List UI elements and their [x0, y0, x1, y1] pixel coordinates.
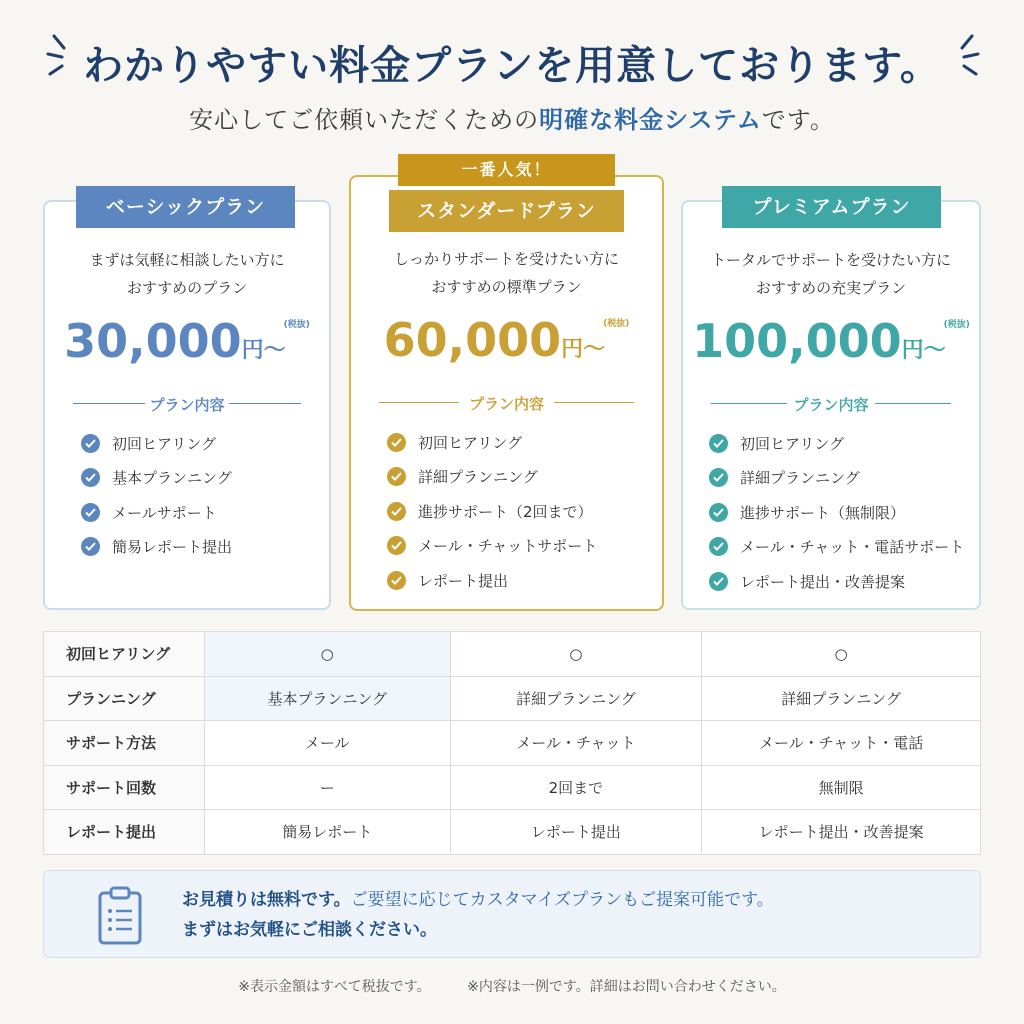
table-row [44, 721, 981, 766]
table-row [44, 632, 981, 677]
feature-text: 進捗サポート（2回まで） [418, 502, 593, 521]
feature-item [709, 564, 964, 599]
feature-item [387, 563, 597, 598]
table-cell: 簡易レポート [204, 810, 450, 855]
table-cell: 基本プランニング [204, 676, 450, 721]
plan-price [45, 314, 329, 368]
row-header: サポート回数 [44, 765, 205, 810]
feature-text: 進捗サポート（無制限） [740, 503, 906, 522]
plan-contents-heading-text: プラン内容 [793, 396, 869, 414]
plan-description-line: おすすめの充実プラン [755, 279, 907, 297]
plan-description [351, 245, 662, 301]
table-cell: ○ [702, 632, 981, 677]
row-header: 初回ヒアリング [44, 632, 205, 677]
page-header [0, 0, 1024, 140]
page-subtitle [0, 100, 1024, 135]
check-icon [709, 572, 728, 591]
check-icon [387, 536, 406, 555]
plan-price [683, 314, 979, 368]
price-unit: 円〜 [561, 337, 606, 362]
check-icon [81, 503, 100, 522]
plan-contents-heading [711, 394, 951, 414]
plan-contents-heading [73, 394, 301, 414]
table-cell: メール [204, 721, 450, 766]
feature-text: 初回ヒアリング [740, 434, 845, 453]
table-row [44, 810, 981, 855]
plan-description-line: まずは気軽に相談したい方に [89, 251, 285, 269]
feature-item [709, 461, 964, 496]
feature-text: レポート提出 [418, 571, 509, 590]
table-cell: ー [204, 765, 450, 810]
plan-contents-heading [379, 393, 634, 413]
basic-plan-label: ベーシックプラン [76, 186, 295, 228]
price-unit: 円〜 [901, 338, 946, 363]
table-cell: 2回まで [450, 765, 702, 810]
check-icon [81, 434, 100, 453]
note-line [182, 885, 774, 915]
feature-item [81, 461, 232, 496]
check-icon [387, 502, 406, 521]
check-icon [709, 434, 728, 453]
price-tax-note: (税抜) [603, 319, 630, 329]
table-cell: レポート提出 [450, 810, 702, 855]
row-header: サポート方法 [44, 721, 205, 766]
table-cell: レポート提出・改善提案 [702, 810, 981, 855]
feature-item [709, 426, 964, 461]
feature-text: メール・チャットサポート [418, 537, 598, 556]
check-icon [709, 503, 728, 522]
feature-text: レポート提出・改善提案 [740, 572, 906, 591]
standard-plan-label: スタンダードプラン [389, 190, 624, 232]
row-header: プランニング [44, 676, 205, 721]
note-rest-text: ご要望に応じてカスタマイズプランもご提案可能です。 [350, 890, 774, 910]
feature-list [81, 426, 232, 564]
subtitle-prefix: 安心してご依頼いただくための [189, 106, 540, 134]
plan-contents-heading-text: プラン内容 [468, 395, 544, 413]
check-icon [387, 571, 406, 590]
feature-text: 初回ヒアリング [112, 434, 217, 453]
feature-item [387, 425, 597, 460]
table-cell: ○ [450, 632, 702, 677]
feature-item [387, 529, 597, 564]
row-header: レポート提出 [44, 810, 205, 855]
table-cell: メール・チャット [450, 721, 702, 766]
clipboard-icon [96, 885, 144, 945]
check-icon [81, 468, 100, 487]
plan-description [45, 246, 329, 302]
check-icon [387, 467, 406, 486]
feature-list [709, 426, 964, 599]
feature-item [709, 530, 964, 565]
table-row [44, 765, 981, 810]
price-unit: 円〜 [241, 338, 286, 363]
table-cell: 詳細プランニング [450, 676, 702, 721]
price-amount: 60,000 [383, 313, 562, 367]
feature-text: 基本プランニング [112, 469, 232, 488]
plan-description-line: トータルでサポートを受けたい方に [710, 251, 951, 269]
feature-text: 初回ヒアリング [418, 433, 523, 452]
plan-description-line: しっかりサポートを受けたい方に [393, 250, 619, 268]
table-cell: ○ [204, 632, 450, 677]
subtitle-suffix: です。 [761, 106, 835, 134]
page-title: わかりやすい料金プランを用意しております。 [83, 42, 941, 89]
feature-item [387, 494, 597, 529]
note-line: まずはお気軽にご相談ください。 [182, 920, 437, 940]
feature-text: 簡易レポート提出 [112, 538, 233, 557]
footer-note-tax: ※表示金額はすべて税抜です。 [238, 979, 431, 995]
premium-plan-label: プレミアムプラン [722, 186, 941, 228]
plan-contents-heading-text: プラン内容 [149, 396, 225, 414]
note-text [182, 885, 774, 945]
price-tax-note: (税抜) [283, 320, 310, 330]
feature-list [387, 425, 597, 598]
plan-comparison-table [43, 631, 981, 855]
table-cell: 無制限 [702, 765, 981, 810]
note-strong-text: お見積りは無料です。 [182, 890, 351, 910]
plan-description-line: おすすめのプラン [126, 279, 248, 297]
price-tax-note: (税抜) [943, 320, 970, 330]
plan-price [351, 313, 662, 367]
feature-item [709, 495, 964, 530]
footer-notes [0, 976, 1024, 996]
feature-text: 詳細プランニング [418, 468, 538, 487]
popular-badge: 一番人気！ [398, 154, 615, 186]
subtitle-emphasis: 明確な料金システム [539, 106, 762, 134]
premium-plan-card[interactable] [681, 200, 981, 610]
check-icon [709, 468, 728, 487]
table-cell: 詳細プランニング [702, 676, 981, 721]
feature-item [81, 530, 232, 565]
basic-plan-card[interactable] [43, 200, 331, 610]
feature-item [81, 495, 232, 530]
plan-description [683, 246, 979, 302]
table-row [44, 676, 981, 721]
standard-plan-card[interactable] [349, 175, 664, 611]
price-amount: 30,000 [64, 314, 242, 368]
plan-description-line: おすすめの標準プラン [431, 278, 582, 296]
check-icon [709, 537, 728, 556]
feature-text: メールサポート [112, 503, 217, 522]
sparkle-right-icon [942, 30, 982, 80]
price-amount: 100,000 [692, 314, 902, 368]
table-cell: メール・チャット・電話 [702, 721, 981, 766]
check-icon [81, 537, 100, 556]
feature-text: 詳細プランニング [740, 469, 860, 488]
feature-item [81, 426, 232, 461]
footer-note-example: ※内容は一例です。詳細はお問い合わせください。 [467, 979, 786, 995]
check-icon [387, 433, 406, 452]
feature-text: メール・チャット・電話サポート [740, 538, 965, 557]
feature-item [387, 460, 597, 495]
estimate-note-box [43, 870, 981, 958]
